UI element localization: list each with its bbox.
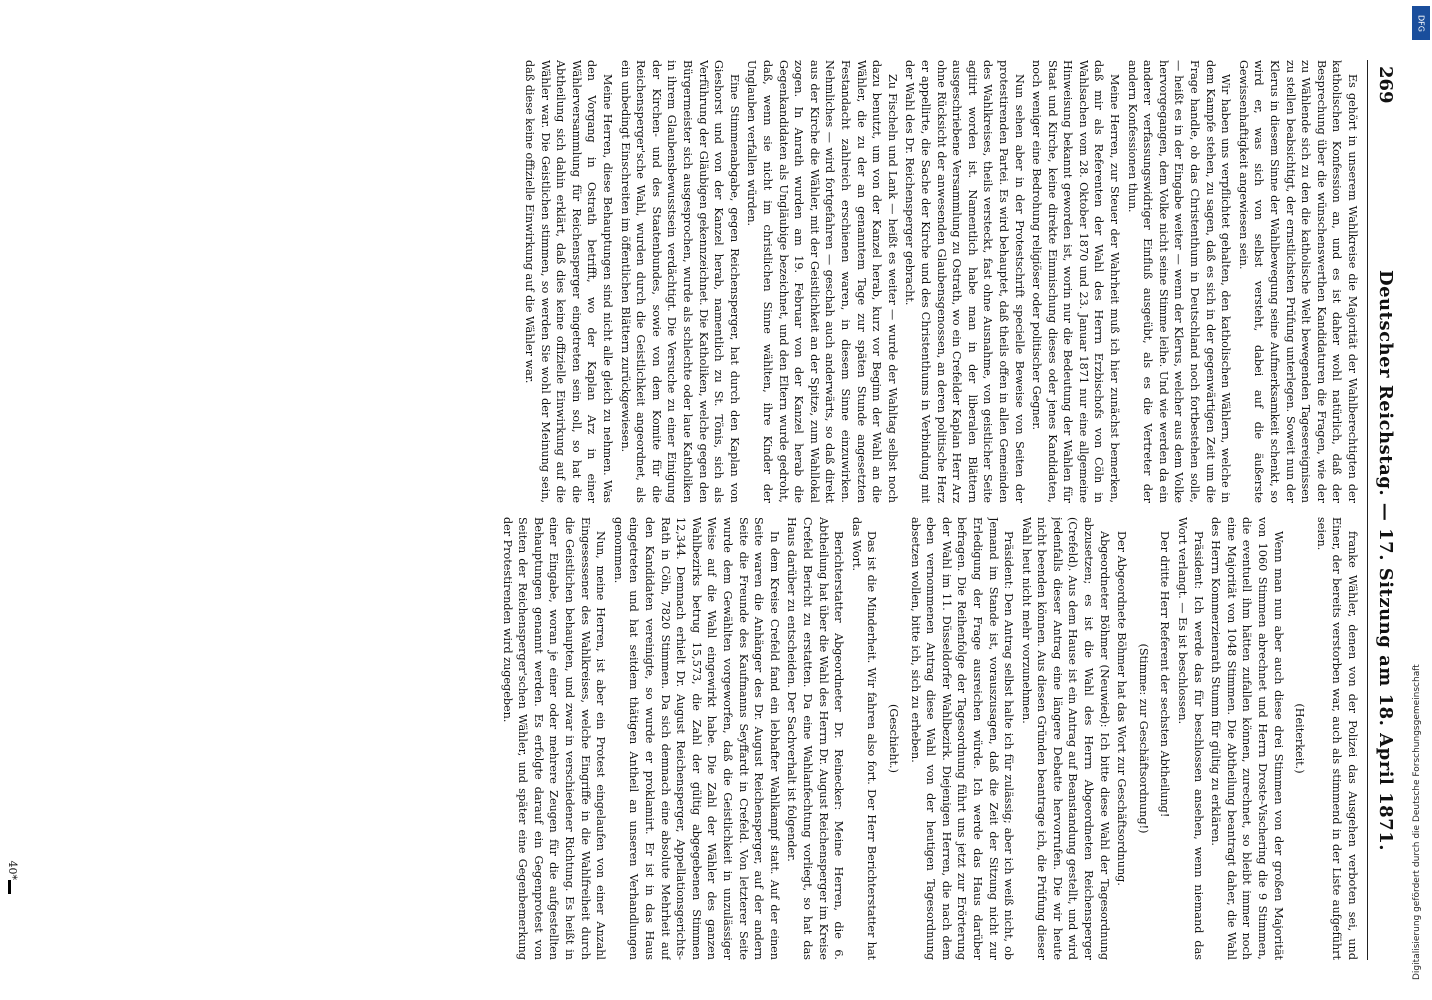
- paragraph: Es gehört in unserem Wahlkreise die Majorität der Wahlberechtigten der katholischen Konfession an, und es ist daher wohl natürlich, daß der Besprechung über die wünschenswerthen Kandidaturen die Fragen, wie der zu Wählende sich zu den die katholische Welt bewegenden Tagesereignissen zu stellen beabsichtigt, der ernstlichsten Prüfung unterlegen. Soweit nun der Klerus in diesem Sinne der Wahlbewegung seine Aufmerksamkeit schenkt, so wird er, was sich von selbst versteht, dabei auf die äußerste Gewissenhaftigkeit angewiesen sein.: [1236, 60, 1359, 503]
- paragraph: Wir haben uns verpflichtet gehalten, den katholischen Wählern, welche in dem Kampfe stehen, zu sagen, daß es sich in der gegenwärtigen Zeit um die Frage handle, ob das Christenthum in Deutschland noch fortbestehen solle, — heißt es in der Eingabe weiter — wenn der Klerus, welcher aus dem Volke hervorgegangen, dem Volke nicht seine Stimme leihe. Und wie werden da ein anderer verfassungswidriger Einfluß ausgeübt, als es die Vertreter der andern Konfessionen thun.: [1125, 60, 1233, 503]
- paragraph: Der dritte Herr Referent der sechsten Abtheilung!: [1158, 531, 1172, 818]
- paragraph: franke Wähler, denen von der Polizei das Ausgehen verboten sei, und Einer, der bereits verstorben war, auch als stimmend in der Liste aufgeführt seien.: [1314, 517, 1359, 960]
- paragraph: Zu Fischeln und Lank — heißt es weiter — wurde der Wahltag selbst noch dazu benutzt, um von der Kanzel herab, kurz vor Beginn der Wahl an die Wähler, die zu der an genanntem Tage zur späten Stunde angesetzten Festandacht zahlreich erschienen waren, in diesem Sinne einzuwirken. Nehmliches — wird fortgefahren — geschah auch anderwärts, so daß direkt aus der Kirche die Wähler, mit der Geistlichkeit an der Spitze, zum Wahllokal zogen. In Anrath wurden am 19. Februar von der Kanzel herab die Gegenkandidaten als Ungläubige bezeichnet, und den Eltern wurde gedroht, daß, wenn sie nicht im christlichen Sinne wählten, ihre Kinder der Unglauben verfallen würden.: [745, 60, 899, 503]
- paragraph: Wenn man nun aber auch diese drei Stimmen von der großen Majorität von 1060 Stimmen abrechnet und Herrn Droste-Vischering die 9 Stimmen, die eventuell ihm hätten zufallen können, zurechnet, so bleibt immer noch eine Majorität von 1048 Stimmen. Die Abtheilung beantragt daher, die Wahl des Herrn Kommerzienrath Stumm für gültig zu erklären.: [1209, 517, 1285, 960]
- column-left: [30, 517, 1360, 960]
- paragraph: Meine Herren, diese Behauptungen sind nicht alle gleich zu nehmen. Was den Vorgang in Ostrath betrifft, wo der Kaplan Arz in einer Wählerversammlung für Reichensperger eingetreten sein soll, so hat die Abtheilung sich dahin erklärt, daß dies keine offizielle Einwirkung auf die Wähler war. Die Geistlichen stimmen, so werden Sie wohl der Meinung sein, daß diese keine offizielle Einwirkung auf die Wähler war.: [523, 60, 615, 503]
- paragraph: Nun, meine Herren, ist aber ein Protest eingelaufen von einer Anzahl Eingesessener des Wahlkreises, welche Eingriffe in die Wahlfreiheit durch die Geistlichen behaupten, und zwar in verschiedener Richtung. Es heißt in einer Eingabe, woran je einer oder mehrere Zeugen für die aufgestellten Behauptungen genannt werden. Es erfolgte darauf ein Gegenprotest von Seiten der Reichensperger'schen Wähler, und später eine Gegenbemerkung der Protestirenden wird zugegeben.: [500, 517, 608, 960]
- paragraph: (Geschieht.): [886, 704, 900, 773]
- folio-mark: 40*: [6, 860, 19, 880]
- page-header: [1367, 60, 1402, 960]
- paragraph: Präsident: Ich werde das für beschlossen ansehen, wenn niemand das Wort verlangt. — Es ist beschlossen.: [1176, 517, 1205, 960]
- paragraph: Präsident: Den Antrag selbst halte ich für zulässig; aber ich weiß nicht, ob Jemand im Stande ist, vorauszusagen, daß die Zeit der Sitzung nicht zur Erledigung der Frage ausreichen würde. Ich werde das Haus darüber befragen. Die Reihenfolge der Tagesordnung führt uns jetzt zur Erörterung der Wahl im 11. Düsseldorfer Wahlbezirk. Diejenigen Herren, die nach dem eben vernommenen Antrag diese Wahl von der heutigen Tagesordnung absetzen wollen, bitte ich, sich zu erheben.: [908, 517, 1016, 960]
- paragraph: Abgeordneter Böhmer (Neuwied): Ich bitte diese Wahl der Tagesordnung abzusetzen; es ist die Wahl des Herrn Abgeordneten Reichensperger (Crefeld). Aus dem Hause ist ein Antrag auf Beanstandung gestellt, und wird jedenfalls dieser Antrag eine längere Debatte hervorrufen. Die wir heute nicht beenden können. Aus diesen Gründen beantrage ich, die Prüfung dieser Wahl heut nicht mehr vorzunehmen.: [1019, 517, 1111, 960]
- text-columns: [30, 60, 1360, 960]
- paragraph: (Stimme: zur Geschäftsordnung!): [1136, 643, 1150, 834]
- running-title: Deutscher Reichstag. — 17. Sitzung am 18. April 1871.: [1375, 270, 1396, 852]
- paragraph: Eine Stimmenabgabe, gegen Reichensperger, hat durch den Kaplan von Gieshorst und von der Kanzel herab, namentlich zu St. Tönis, sich als Verführung der Gläubigen gekennzeichnet. Die Katholiken, welche gegen den Bürgermeister sich ausgesprochen, wurde als schlechte oder laue Katholiken in ihrem Glaubensbewusstsein verdächtigt. Die Versuche zu einer Einigung der Kirchen- und des Staatenbundes, sowie von dem Komite für die Reichensperger'sche Wahl, wurden durch die Geistlichkeit angeordnet, als ein unbedingt Einschreiten im öffentlichen Blättern zurückgewiesen.: [618, 60, 741, 503]
- paragraph: Das ist die Minderheit. Wir fahren also fort. Der Herr Berichterstatter hat das Wort.: [849, 517, 879, 960]
- digitization-credit-text: Digitalisierung gefördert durch die Deutsche Forschungsgemeinschaft: [1412, 664, 1422, 980]
- page-number: 269: [1375, 66, 1396, 104]
- paragraph: Meine Herren, zur Steuer der Wahrheit muß ich hier zunächst bemerken, daß mir als Referenten der Wahl des Herrn Erzbischofs von Cöln in Wahlsachen vom 28. Oktober 1870 und 23. Januar 1871 nur eine allgemeine Hinweisung bekannt geworden ist, worin nur die Bedeutung der Wahlen für Staat und Kirche, keine direkte Einmischung dieses oder jenes Kandidaten, noch weniger eine Bedrohung religiöser oder politischer Gegner.: [1030, 60, 1122, 503]
- margin-mark: [8, 880, 11, 894]
- dfg-logo: DFG: [1412, 6, 1430, 40]
- paragraph: (Heiterkeit.): [1293, 703, 1307, 774]
- column-right: [30, 60, 1360, 503]
- paragraph: Berichterstatter Abgeordneter Dr. Reinecker: Meine Herren, die 6. Abtheilung hat über die Wahl des Herrn Dr. August Reichensperger im Kreise Crefeld Bericht zu erstatten. Da eine Wahlanfechtung vorliegt, so hat das Haus darüber zu entscheiden. Der Sachverhalt ist folgender.: [785, 517, 846, 960]
- paragraph: Der Abgeordnete Böhmer hat das Wort zur Geschäftsordnung.: [1115, 531, 1129, 886]
- paragraph: In dem Kreise Crefeld fand ein lebhafter Wahlkampf statt. Auf der einen Seite waren die Anhänger des Dr. August Reichensperger, auf der andern Seite die Freunde des Kaufmanns Seyffardt in Crefeld. Von letzterer Seite wurde dem Gewählten vorgeworfen, daß die Geistlichkeit in unzulässiger Weise auf die Wahl eingewirkt habe. Die Zahl der Wähler des ganzen Wahlbezirks betrug 15,573, die Zahl der gültig abgegebenen Stimmen 12,344. Demnach erhielt Dr. August Reichensperger, Appellationsgerichts-Rath in Cöln, 7820 Stimmen. Da sich demnach eine absolute Mehrheit auf den Kandidaten vereinigte, so wurde er proklamirt. Er ist in das Haus eingetreten und hat seitdem thätigen Antheil an unseren Verhandlungen genommen.: [611, 517, 781, 960]
- paragraph: Nun sehen aber in der Protestschrift specielle Beweise von Seiten der protestirenden Partei. Es wird behauptet, daß theils offen in allen Gemeinden des Wahlkreises, theils versteckt, fast ohne Ausnahme, von geistlicher Seite agitirt worden ist. Namentlich habe man in der liberalen Blättern ausgeschriebene Versammlung zu Ostrath, wo ein Crefelder Kaplan Herr Arz ohne Rücksicht der anwesenden Glaubensgenossen, an deren politische Herz er appellirte, die Sache der Kirche und des Christenthums in Verbindung mit der Wahl des Dr. Reichensperger gebracht.: [903, 60, 1026, 503]
- digitization-credit: [1408, 40, 1428, 980]
